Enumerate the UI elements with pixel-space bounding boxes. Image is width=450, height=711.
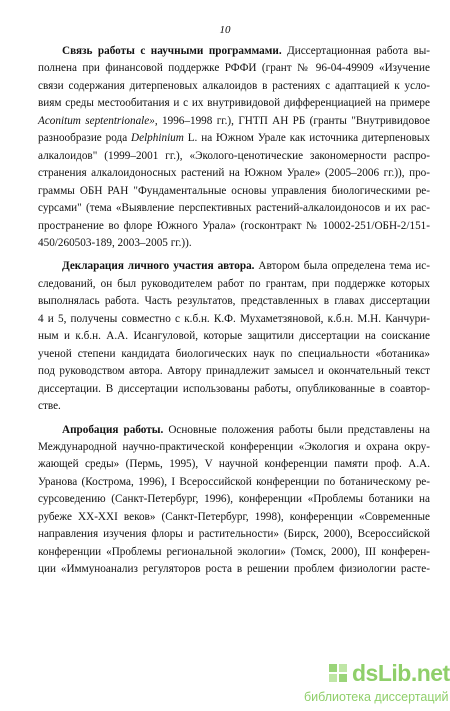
- text-line: разнообразие рода Delphinium L. на Южном Урале как источника дитерпеновых: [38, 132, 430, 145]
- text-line: Связь работы с научными программами. Диссертационная работа вы-: [62, 45, 430, 57]
- text-line: следований, он был руководителем работ по грантам, при поддержке которых: [38, 277, 430, 290]
- text-line: ученой степени кандидата биологических наук по специальности «ботаника»: [38, 347, 430, 360]
- text-line: конференции «Проблемы региональной экологии» (Томск, 2000), III конферен-: [38, 545, 430, 558]
- text-line: пространение во флоре Южного Урала» (госконтракт № 10002-251/ОБН-2/151-: [38, 219, 430, 232]
- text-line: Aconitum septentrionale», 1996–1998 гг.), ГНТП АН РБ (гранты "Внутривидовое: [38, 114, 430, 127]
- text-line: полнена при финансовой поддержке РФФИ (грант № 96-04-49909 «Изучение: [38, 62, 430, 75]
- paragraph-personal-contribution: [38, 258, 430, 415]
- text-line: стве.: [38, 400, 61, 413]
- text-line: жающей среды» (Пермь, 1995), V научной конференции памяти проф. А.А.: [38, 458, 430, 471]
- text-line: Декларация личного участия автора. Автором была определена тема ис-: [62, 260, 430, 273]
- text-line: под руководством автора. Автору принадлежит замысел и окончательный текст: [38, 365, 430, 378]
- text-line: 4 и 5, получены совместно с к.б.н. К.Ф. Мухаметзяновой, к.б.н. М.Н. Канчури-: [38, 312, 430, 325]
- text-line: сурсоведению (Санкт-Петербург, 1996), конференции «Проблемы ботаники на: [38, 493, 430, 506]
- text-line: виям среды местообитания и с их внутривидовой дифференциацией на примере: [38, 97, 430, 110]
- text-line: направления изучения флоры и растительности» (Бирск, 2000), Всероссийской: [38, 528, 430, 541]
- paragraph-heading: Связь работы с научными программами.: [62, 45, 282, 57]
- paragraph-heading: Апробация работы.: [62, 423, 164, 436]
- text-line: алкалоидов" (1999–2001 гг.), «Эколого-ценотические закономерности распро-: [38, 149, 430, 162]
- dslib-watermark[interactable]: [300, 660, 450, 710]
- paragraph-approbation: [38, 422, 430, 579]
- paragraph-research-programs: [38, 43, 430, 252]
- italic-genus-name: Delphinium: [131, 132, 184, 145]
- text-line: диссертации. В диссертации использованы работы, опубликованные в соавтор-: [38, 382, 430, 395]
- watermark-brand: dsLib.net: [352, 660, 450, 686]
- text-line: Апробация работы. Основные положения работы были представлены на: [62, 423, 430, 436]
- text-line: выполнялась работа. Часть результатов, представленных в главах диссертации: [38, 295, 430, 308]
- page-number: 10: [219, 24, 231, 36]
- paragraph-heading: Декларация личного участия автора.: [62, 260, 255, 273]
- italic-species-name: Aconitum septentrionale»: [38, 114, 155, 127]
- text-line: связи содержания дитерпеновых алкалоидов в растениях с адаптацией к усло-: [38, 79, 430, 92]
- text-line: ции «Иммуноанализ регуляторов роста в решении проблем физиологии расте-: [38, 563, 430, 576]
- text-line: 450/260503-189, 2003–2005 гг.)).: [38, 236, 192, 249]
- text-line: сурсами" (тема «Выявление перспективных растений-алкалоидоносов и их рас-: [38, 202, 430, 215]
- text-line: рубеже XX-XXI веков» (Санкт-Петербург, 1998), конференции «Современные: [38, 510, 430, 523]
- text-line: странения алкалоидоносных растений на Южном Урале» (2005–2006 гг.)), про-: [38, 167, 430, 180]
- dslib-logo-icon: [328, 663, 348, 683]
- text-line: Международной научно-практической конференции «Экология и охрана окру-: [38, 440, 430, 453]
- text-line: Уранова (Кострома, 1996), I Всероссийской конференции по ботаническому ре-: [38, 475, 430, 488]
- text-line: ным и к.б.н. А.А. Исангуловой, которые защитили диссертации на соискание: [38, 330, 430, 343]
- document-body: [38, 43, 430, 579]
- text-line: граммы ОБН РАН "Фундаментальные основы управления биологическими ре-: [38, 184, 430, 197]
- watermark-tagline: библиотека диссертаций: [304, 690, 449, 704]
